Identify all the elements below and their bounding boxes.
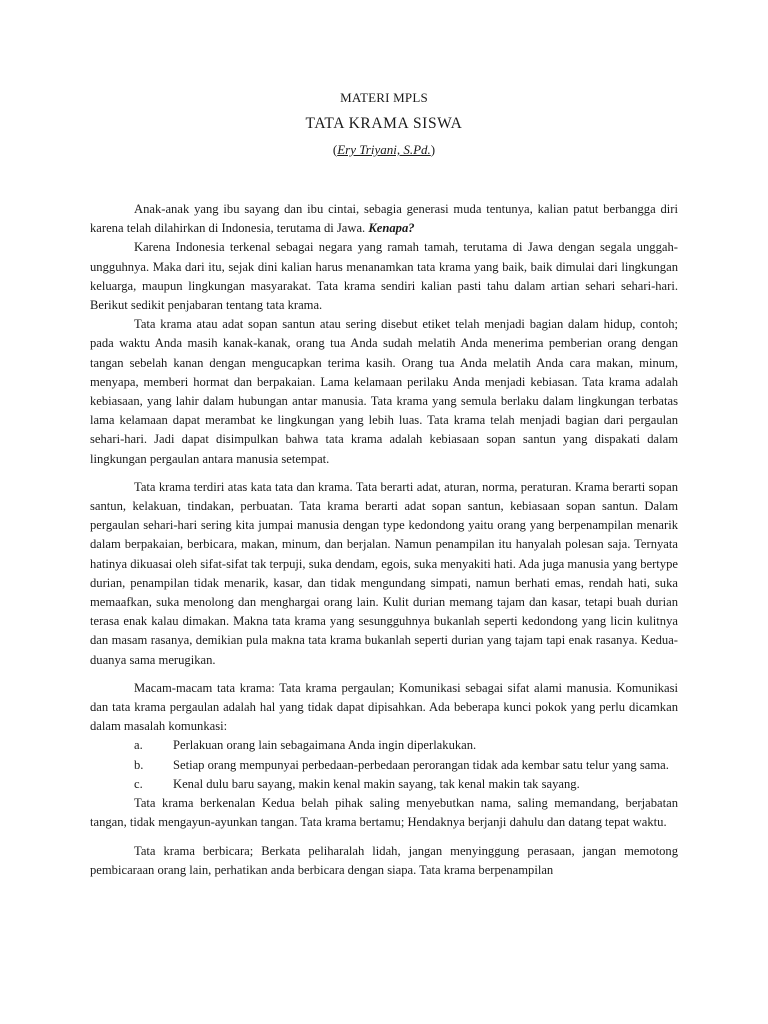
list-item-text: Perlakuan orang lain sebagaimana Anda ingin diperlakukan.: [173, 738, 477, 753]
list-marker: a.: [134, 738, 143, 753]
list-marker: b.: [134, 757, 144, 772]
list-item: [90, 775, 678, 794]
list-marker: c.: [134, 776, 143, 791]
author-name: Ery Triyani, S.Pd.: [337, 142, 431, 157]
paragraph-5: Macam-macam tata krama: Tata krama pergaulan; Komunikasi sebagai sifat alami manusia. Komunikasi dan tata krama pergaulan adalah hal yang tidak dapat dipisahkan. Ada beberapa kunci pokok yang perlu dicamkan dalam masalah komunkasi:: [90, 680, 678, 734]
document-header: [90, 90, 678, 158]
paragraph-6: Tata krama berkenalan Kedua belah pihak saling menyebutkan nama, saling memandang, berjabatan tangan, tidak mengayun-ayunkan tangan. Tata krama bertamu; Hendaknya berjanji dahulu dan datang tepat waktu.: [90, 796, 678, 830]
paragraph-3: Tata krama atau adat sopan santun atau sering disebut etiket telah menjadi bagian dalam hidup, contoh; pada waktu Anda masih kanak-kanak, orang tua Anda sudah melatih Anda menerima pemberian orang dengan tangan sebelah kanan dengan mengucapkan terima kasih. Orang tua Anda melatih Anda cara makan, minum, menyapa, memberi hormat dan berpakaian. Lama kelamaan perilaku Anda menjadi kebiasan. Tata krama adalah kebiasaan, yang lahir dalam hubungan antar manusia. Tata krama yang semula berlaku dalam lingkungan terbatas lama kelamaan dapat merambat ke lingkungan yang lebih luas. Tata krama telah menjadi bagian dari pergaulan sehari-hari. Jadi dapat disimpulkan bahwa tata krama adalah kebiasaan sopan santun yang dispakati dalam lingkungan pergaulan antara manusia setempat.: [90, 317, 678, 466]
paragraph-text: Anak-anak yang ibu sayang dan ibu cintai, sebagia generasi muda tentunya, kalian patut berbangga diri karena telah dilahirkan di Indonesia, terutama di Jawa.: [90, 202, 678, 236]
list-item-text: Setiap orang mempunyai perbedaan-perbedaan perorangan tidak ada kembar satu telur yang sama.: [173, 757, 669, 772]
list-item-text: Kenal dulu baru sayang, makin kenal makin sayang, tak kenal makin tak sayang.: [173, 776, 580, 791]
paragraph-4: Tata krama terdiri atas kata tata dan krama. Tata berarti adat, aturan, norma, peraturan. Krama berarti sopan santun, kelakuan, tindakan, perbuatan. Tata krama berarti adat sopan santun, kebiasaan sopan santun. Dalam pergaulan sehari-hari sering kita jumpai manusia dengan type kedondong yaitu orang yang berpenampilan menarik dalam berpakaian, berbicara, makan, minum, dan berjalan. Namun penampilan itu hanyalah polesan saja. Ternyata hatinya dikuasai oleh sifat-sifat tak terpuji, suka dendam, egois, suka menyakiti hati. Ada juga manusia yang bertype durian, penampilan tidak menarik, kasar, dan tidak mengundang simpati, namun berhati emas, rendah hati, suka memaafkan, suka menolong dan menghargai orang lain. Kulit durian memang tajam dan kasar, tetapi buah durian terasa enak kalau dimakan. Makna tata krama yang sesungguhnya bukanlah seperti kedondong yang licin kulitnya dan masam rasanya, demikian pula makna tata krama bukanlah seperti durian yang tajam tapi enak rasanya. Kedua-duanya sama merugikan.: [90, 479, 678, 667]
author-line: (Ery Triyani, S.Pd.): [332, 142, 436, 157]
key-points-list: [90, 736, 678, 794]
document-title: TATA KRAMA SISWA: [305, 115, 463, 132]
list-item: [90, 756, 678, 775]
paragraph-7: Tata krama berbicara; Berkata peliharalah lidah, jangan menyinggung perasaan, jangan memotong pembicaraan orang lain, perhatikan anda berbicara dengan siapa. Tata krama berpenampilan: [90, 843, 678, 877]
subject-heading: MATERI MPLS: [340, 90, 428, 105]
paragraph-1: [90, 200, 678, 238]
emphasis-kenapa: Kenapa?: [368, 221, 415, 236]
paragraph-2: Karena Indonesia terkenal sebagai negara yang ramah tamah, terutama di Jawa dengan segala unggah-ungguhnya. Maka dari itu, sejak dini kalian harus menanamkan tata krama yang baik, baik dimulai dari lingkungan keluarga, maupun lingkungan masyarakat. Tata krama sendiri kalian pasti tahu dalam artian sehari sehari-hari. Berikut sedikit penjabaran tentang tata krama.: [90, 240, 678, 313]
document-body: [90, 200, 678, 880]
list-item: [90, 736, 678, 755]
